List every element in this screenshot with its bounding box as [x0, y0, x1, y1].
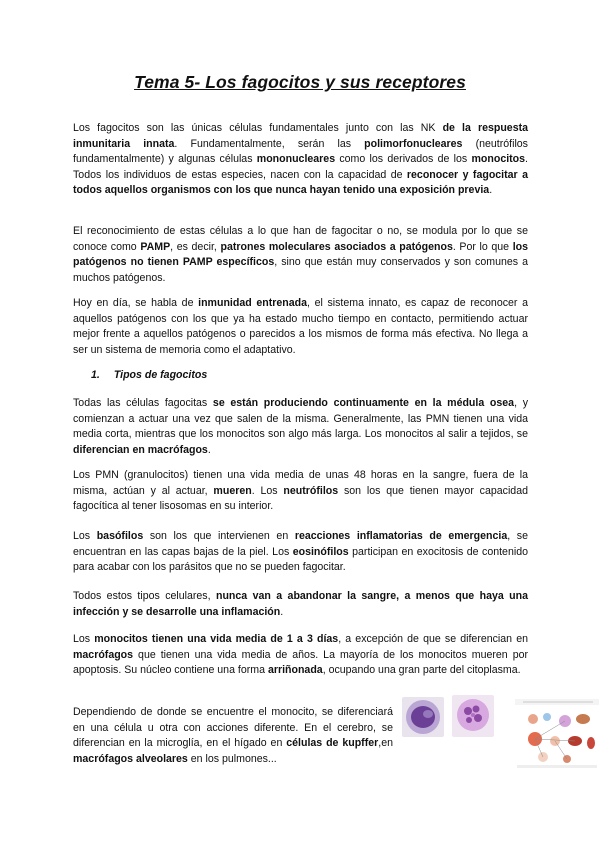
bold-text: polimorfonucleares	[364, 137, 463, 150]
text: .	[280, 605, 284, 618]
bold-text: macrófagos	[73, 648, 134, 661]
paragraph-7	[73, 589, 528, 620]
monocyte-micrograph	[402, 697, 444, 737]
text: Los	[73, 633, 95, 645]
bold-text: neutrófilos	[283, 484, 339, 497]
bold-text: arriñonada	[267, 664, 323, 677]
text: , a excepción de que se diferencian en	[338, 633, 528, 645]
bold-text: monocitos tienen una vida media de 1 a 3 días	[94, 633, 339, 645]
bold-text: patrones moleculares asociados a patógenos	[220, 240, 453, 253]
text: son los que intervienen en	[143, 530, 295, 542]
bold-text: mueren	[213, 484, 252, 497]
bold-text: células de kupffer	[286, 737, 379, 750]
bold-text: PAMP	[140, 240, 171, 253]
bold-text: nunca van a abandonar la sangre, a menos que haya una infección y se desarrolle una inflamación	[73, 590, 528, 618]
text: Todas las células fagocitas	[73, 397, 213, 409]
paragraph-8	[73, 632, 528, 679]
text: .	[207, 443, 211, 456]
text: ,en	[378, 737, 393, 750]
bold-text: macrófagos alveolares	[73, 752, 188, 765]
section-title: Tipos de fagocitos	[113, 369, 208, 381]
bold-text: monocitos	[471, 153, 526, 166]
section-number: 1.	[91, 369, 100, 381]
text: participan en exocitosis de contenido para acabar con los parásitos que no se pueden fagocitar.	[73, 545, 528, 574]
page-title: Tema 5- Los fagocitos y sus receptores	[134, 72, 466, 92]
text: como los derivados de los	[335, 153, 472, 166]
monocyte-differentiation-diagram	[513, 697, 600, 772]
text: , es decir,	[170, 240, 221, 253]
text: , se encuentran en las capas bajas de la piel. Los	[73, 530, 528, 558]
paragraph-3	[73, 296, 528, 358]
paragraph-2	[73, 224, 528, 286]
bold-text: los patógenos no tienen PAMP específicos	[73, 240, 529, 269]
text: Hoy en día, se habla de	[73, 297, 199, 309]
bold-text: basófilos	[96, 530, 144, 542]
text: . Los	[251, 484, 284, 497]
text: Los fagocitos son las únicas células fundamentales junto con las NK	[73, 122, 443, 134]
bold-text: de la respuesta inmunitaria innata	[73, 122, 529, 150]
text: .	[489, 184, 493, 197]
bold-text: se están produciendo continuamente en la médula osea	[212, 397, 515, 409]
bold-text: eosinófilos	[292, 545, 349, 558]
text: en los pulmones...	[187, 752, 277, 765]
text: . Todos los individuos de estas especies, nacen con la capacidad de	[73, 153, 528, 181]
text: , el sistema innato, es capaz de reconocer a aquellos patógenos con los que ya ha estado mucho tiempo en contacto, permitiendo actuar mejor frente a aquellos patógenos o parecidos a los mismos de forma más efectiva. No llega a ser un sistema de memoria como el adaptativo.	[73, 297, 528, 356]
text: que tienen una vida media de años. La mayoría de los monocitos mueren por apoptosis. Su núcleo contiene una forma	[73, 648, 528, 677]
bold-text: diferencian en macrófagos	[73, 443, 208, 456]
text: Los	[73, 530, 97, 542]
paragraph-6	[73, 529, 528, 576]
granulocyte-micrograph	[452, 695, 494, 737]
bold-text: reacciones inflamatorias de emergencia	[294, 530, 508, 542]
text: , ocupando una gran parte del citoplasma.	[322, 664, 521, 677]
text: son los que tienen mayor capacidad fagocítica al tener lisosomas en su interior.	[73, 484, 528, 513]
paragraph-1	[73, 121, 528, 199]
section-heading	[91, 369, 207, 381]
text: Los PMN (granulocitos) tienen una vida media de unas 48 horas en la sangre, fuera de la misma, actúan y al actuar,	[73, 469, 528, 497]
bold-text: reconocer y fagocitar a todos aquellos organismos con los que nunca hayan tenido una exposición previa	[73, 168, 528, 197]
text: El reconocimiento de estas células a lo que han de fagocitar o no, se modula por lo que se conoce como	[73, 225, 528, 253]
text: (neutrófilos fundamentalmente) y algunas células	[73, 137, 528, 166]
paragraph-5	[73, 468, 528, 515]
paragraph-4	[73, 396, 528, 458]
text: , sino que están muy conservados y son comunes a muchos patógenos.	[73, 256, 528, 284]
text: . Fundamentalmente, serán las	[174, 137, 365, 150]
bold-text: mononucleares	[256, 153, 336, 166]
text: Dependiendo de donde se encuentre el monocito, se diferenciará en una célula u otra con acciones diferente. En el cerebro, se diferencian en la microglía, en el hígado en	[73, 706, 393, 750]
text: Todos estos tipos celulares,	[73, 590, 216, 602]
bold-text: inmunidad entrenada	[198, 297, 307, 309]
paragraph-9	[73, 705, 393, 767]
text: . Por lo que	[452, 240, 513, 253]
text: , y comienzan a actuar una vez que salen de la misma. Generalmente, las PMN tienen una vida media corta, mientras que los monocitos son algo más larga. Los monocitos al salir a tejidos, se	[73, 397, 528, 441]
